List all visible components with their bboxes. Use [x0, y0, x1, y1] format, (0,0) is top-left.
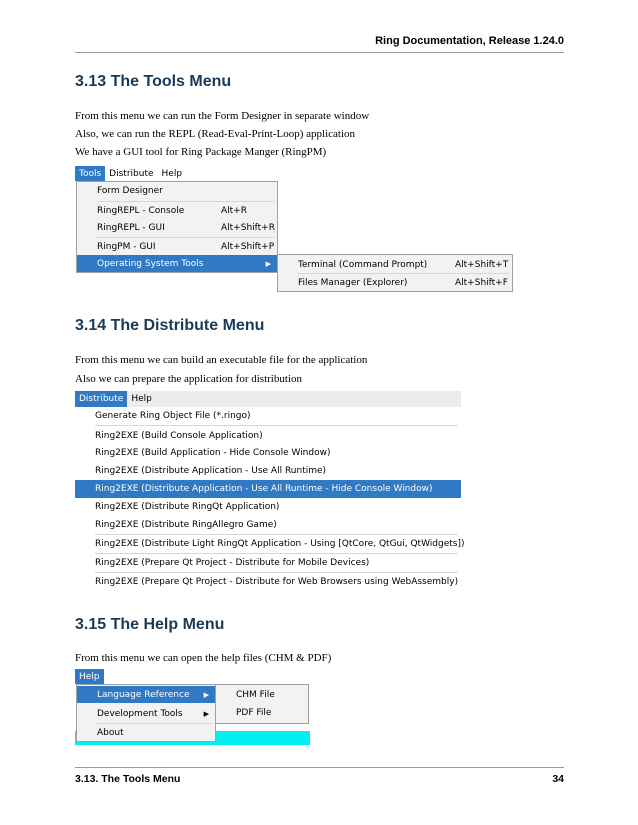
help-dropdown [76, 684, 216, 742]
distribute-dropdown [75, 407, 465, 590]
menu-item-label: About [97, 727, 124, 738]
menu-tools[interactable]: Tools [75, 166, 105, 181]
section-heading-help: 3.15 The Help Menu [75, 616, 225, 633]
menu-item-prepare-qt-webassembly[interactable] [75, 573, 461, 590]
menu-item-distribute-ringqt[interactable] [75, 498, 461, 516]
section-heading-tools: 3.13 The Tools Menu [75, 73, 232, 90]
menu-help[interactable]: Help [161, 168, 183, 179]
help-paragraph-1: From this menu we can open the help files (CHM & PDF) [75, 652, 332, 664]
menu-distribute[interactable]: Distribute [75, 391, 127, 407]
menu-distribute[interactable]: Distribute [109, 168, 154, 179]
menu-item-terminal[interactable] [278, 256, 512, 273]
menu-item-build-hide-console[interactable] [75, 444, 461, 462]
menu-item-development-tools[interactable] [77, 705, 215, 722]
tools-paragraph-2: Also, we can run the REPL (Read-Eval-Print-Loop) application [75, 128, 356, 140]
menu-item-label: RingREPL - Console [97, 205, 185, 216]
menu-item-label: CHM File [236, 690, 275, 700]
tools-paragraph-3: We have a GUI tool for Ring Package Manger (RingPM) [75, 146, 327, 158]
menu-item-label: Ring2EXE (Prepare Qt Project - Distribute for Mobile Devices) [95, 558, 370, 568]
footer-rule [75, 767, 564, 768]
page-number: 34 [552, 773, 564, 785]
running-header: Ring Documentation, Release 1.24.0 [375, 35, 564, 47]
header-rule [75, 52, 564, 53]
help-menubar [75, 669, 310, 684]
menu-item-distribute-all-runtime-hide-console[interactable] [75, 480, 461, 498]
shortcut-label: Alt+Shift+T [455, 259, 509, 270]
menu-item-label: Ring2EXE (Distribute RingQt Application) [95, 502, 280, 512]
menu-item-build-console[interactable] [75, 427, 461, 444]
tools-menubar [75, 166, 278, 181]
menu-item-label: PDF File [236, 708, 272, 718]
menu-item-about[interactable] [77, 724, 215, 741]
menu-item-language-reference[interactable] [77, 686, 215, 703]
menu-item-label: Ring2EXE (Build Application - Hide Console Window) [95, 448, 331, 458]
menu-item-form-designer[interactable] [77, 183, 277, 199]
menu-item-generate-ringo[interactable] [75, 407, 461, 424]
tools-paragraph-1: From this menu we can run the Form Designer in separate window [75, 110, 370, 122]
menu-item-label: Ring2EXE (Distribute Application - Use All Runtime - Hide Console Window) [95, 484, 433, 494]
distribute-menubar [75, 391, 461, 407]
language-reference-submenu [215, 684, 309, 724]
shortcut-label: Alt+Shift+F [455, 277, 508, 288]
section-heading-distribute: 3.14 The Distribute Menu [75, 317, 265, 334]
submenu-arrow-icon: ▶ [203, 709, 209, 718]
shortcut-label: Alt+R [221, 205, 247, 216]
tools-menu-screenshot [75, 166, 513, 292]
menu-item-operating-system-tools[interactable] [77, 255, 277, 272]
menu-item-label: Ring2EXE (Build Console Application) [95, 430, 263, 441]
menu-item-prepare-qt-mobile[interactable] [75, 554, 461, 572]
menu-item-label: RingREPL - GUI [97, 222, 165, 233]
menu-item-distribute-light-ringqt[interactable] [75, 535, 465, 553]
menu-item-label: Ring2EXE (Distribute RingAllegro Game) [95, 520, 277, 530]
submenu-arrow-icon: ▶ [265, 259, 271, 268]
menu-help[interactable]: Help [131, 394, 152, 404]
menu-help[interactable]: Help [75, 669, 104, 684]
menu-item-distribute-all-runtime[interactable] [75, 462, 461, 480]
footer-section-title: 3.13. The Tools Menu [75, 773, 181, 785]
menu-item-label: Language Reference [97, 689, 190, 700]
tools-dropdown [76, 181, 278, 273]
menu-item-label: RingPM - GUI [97, 241, 156, 252]
os-tools-submenu [277, 254, 513, 292]
menu-item-pdf-file[interactable] [216, 704, 308, 722]
menu-item-ringpm-gui[interactable] [77, 238, 277, 255]
submenu-arrow-icon: ▶ [203, 690, 209, 699]
menu-item-label: Generate Ring Object File (*.ringo) [95, 410, 251, 421]
menu-item-label: Ring2EXE (Prepare Qt Project - Distribute for Web Browsers using WebAssembly) [95, 576, 459, 587]
distribute-paragraph-2: Also we can prepare the application for distribution [75, 373, 302, 385]
distribute-menu-screenshot [75, 391, 465, 590]
distribute-paragraph-1: From this menu we can build an executable file for the application [75, 354, 368, 366]
help-menu-screenshot [75, 669, 310, 745]
menu-item-label: Ring2EXE (Distribute Light RingQt Application - Using [QtCore, QtGui, QtWidgets]) [95, 539, 465, 549]
menu-item-label: Ring2EXE (Distribute Application - Use All Runtime) [95, 466, 327, 476]
menu-item-label: Development Tools [97, 708, 183, 719]
shortcut-label: Alt+Shift+P [221, 241, 275, 252]
menu-item-label: Operating System Tools [97, 258, 204, 269]
menu-item-label: Files Manager (Explorer) [298, 277, 408, 288]
menu-item-label: Terminal (Command Prompt) [298, 259, 428, 270]
menu-item-chm-file[interactable] [216, 686, 308, 704]
menu-item-ringrepl-console[interactable] [77, 202, 277, 219]
shortcut-label: Alt+Shift+R [221, 222, 275, 233]
menu-separator [95, 425, 458, 426]
menu-item-distribute-ringallegro[interactable] [75, 516, 461, 534]
menu-item-ringrepl-gui[interactable] [77, 219, 277, 236]
menu-item-label: Form Designer [97, 186, 163, 196]
menu-item-files-manager[interactable] [278, 274, 512, 291]
